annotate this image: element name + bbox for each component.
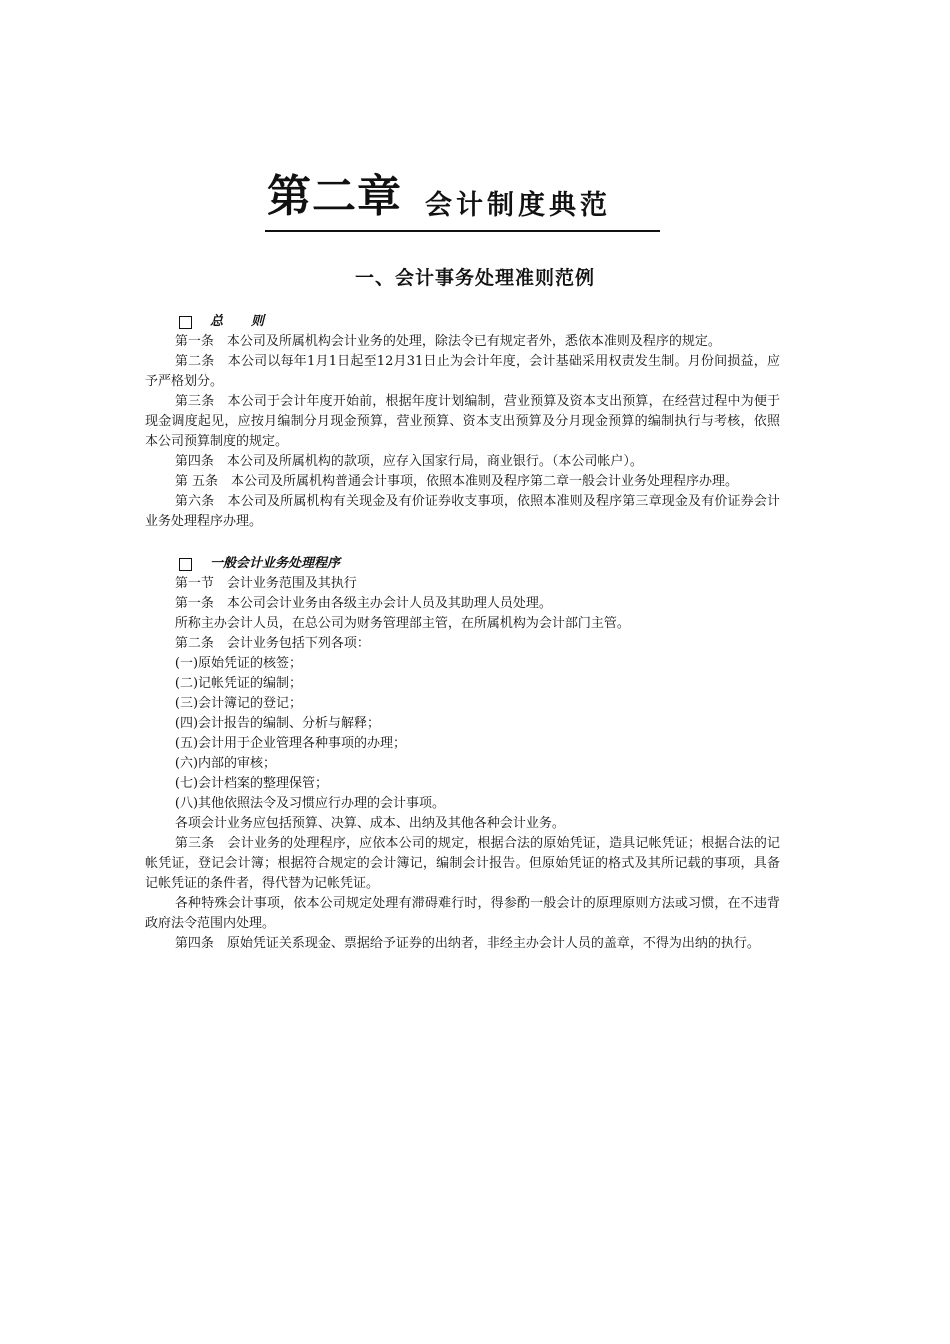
list-item: (五)会计用于企业管理各种事项的办理； (174, 736, 407, 751)
chapter-name: 会计制度典范 (425, 190, 611, 221)
list-item: (二)记帐凭证的编制； (174, 676, 303, 691)
general-procedure-heading: 一般会计业务处理程序 (145, 554, 780, 574)
article-paragraph: 第六条 本公司及所属机构有关现金及有价证券收支事项，依照本准则及程序第三章现金及有价证券会计业务处理程序办理。 (145, 494, 780, 529)
summary-paragraph: 各项会计业务应包括预算、决算、成本、出纳及其他各种会计业务。 (174, 816, 565, 831)
article-paragraph: 第一条 本公司及所属机构会计业务的处理，除法令已有规定者外，悉依本准则及程序的规定。 (174, 334, 721, 349)
article-paragraph: 第二条 本公司以每年1月1日起至12月31日止为会计年度，会计基础采用权责发生制。月份间损益，应予严格划分。 (145, 354, 780, 389)
list-item: (八)其他依照法令及习惯应行办理的会计事项。 (174, 796, 446, 811)
list-item: (六)内部的审核； (174, 756, 277, 771)
general-rules-heading: 总则 (145, 312, 780, 332)
chapter-number: 第二章 (267, 171, 402, 222)
section-title: 一、会计事务处理准则范例 (354, 267, 595, 289)
list-item: (一)原始凭证的核签； (174, 656, 303, 671)
chapter-title (265, 168, 660, 232)
list-item: (七)会计档案的整理保管； (174, 776, 329, 791)
article-paragraph: 第二条 会计业务包括下列各项： (174, 636, 370, 651)
note-paragraph: 所称主办会计人员，在总公司为财务管理部主管，在所属机构为会计部门主管。 (174, 616, 630, 631)
document-body (145, 312, 780, 954)
article-paragraph: 第四条 本公司及所属机构的款项，应存入国家行局，商业银行。（本公司帐户）。 (174, 454, 643, 469)
list-item: (四)会计报告的编制、分析与解释； (174, 716, 381, 731)
article-paragraph: 第四条 原始凭证关系现金、票据给予证券的出纳者，非经主办会计人员的盖章，不得为出纳的执行。 (174, 936, 760, 951)
article-paragraph: 第 五条 本公司及所属机构普通会计事项，依照本准则及程序第二章一般会计业务处理程序办理。 (174, 474, 739, 489)
article-paragraph: 第三条 本公司于会计年度开始前，根据年度计划编制，营业预算及资本支出预算，在经营过程中为便于现金调度起见，应按月编制分月现金预算，营业预算、资本支出预算及分月现金预算的编制执行与考核，依照本公司预算制度的规定。 (145, 394, 780, 449)
checkbox-square-icon (179, 316, 192, 329)
checkbox-square-icon (179, 558, 192, 571)
list-item: (三)会计簿记的登记； (174, 696, 303, 711)
note-paragraph: 各种特殊会计事项，依本公司规定处理有滞碍难行时，得参酌一般会计的原理原则方法或习惯，在不违背政府法令范围内处理。 (145, 896, 780, 931)
article-paragraph: 第一条 本公司会计业务由各级主办会计人员及其助理人员处理。 (174, 596, 552, 611)
article-paragraph: 第三条 会计业务的处理程序，应依本公司的规定，根据合法的原始凭证，造具记帐凭证；根据合法的记帐凭证，登记会计簿；根据符合规定的会计簿记，编制会计报告。但原始凭证的格式及其所记载的事项，具备记帐凭证的条件者，得代替为记帐凭证。 (145, 836, 780, 891)
section-line: 第一节 会计业务范围及其执行 (174, 576, 357, 591)
